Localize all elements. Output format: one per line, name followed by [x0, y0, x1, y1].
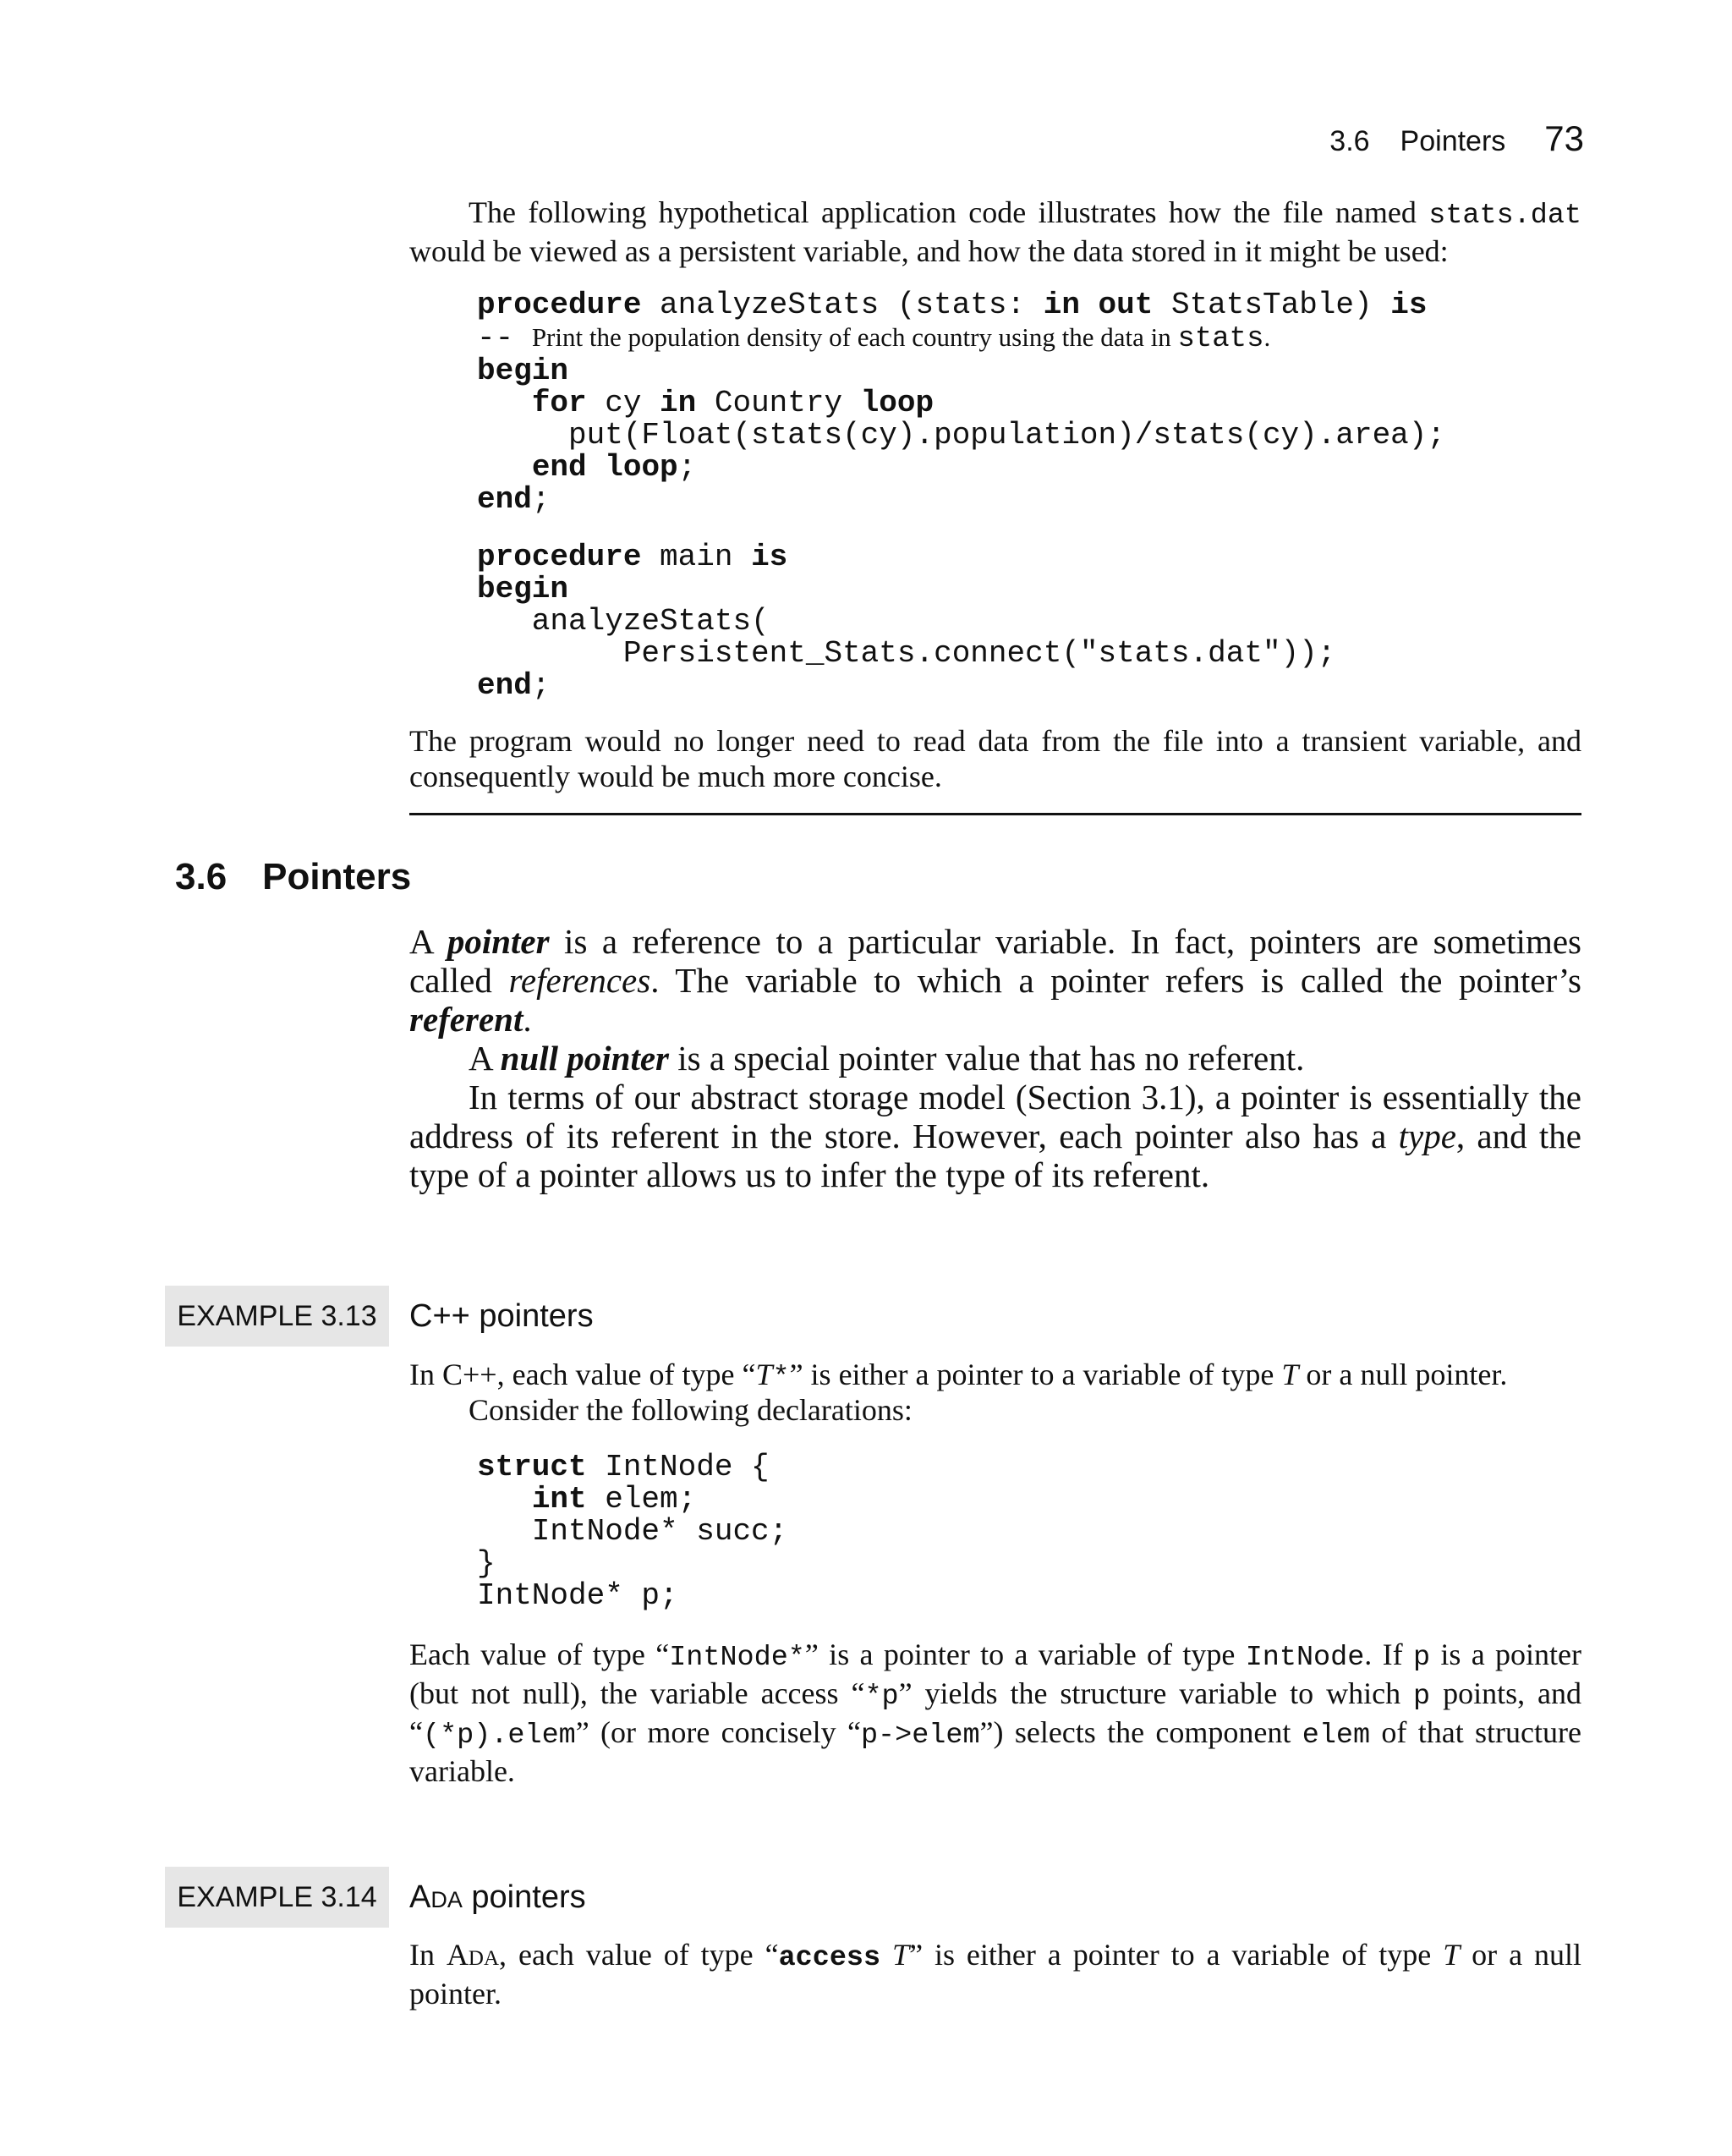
running-head-title: Pointers: [1400, 125, 1506, 157]
example13-paragraph-2: Consider the following declarations:: [469, 1393, 913, 1427]
section-title: Pointers: [262, 856, 412, 897]
code-block-main: procedure main is begin analyzeStats( Persistent_Stats.connect("stats.dat")); end;: [477, 540, 1336, 703]
intro-filename: stats.dat: [1428, 200, 1582, 232]
term-null-pointer: null pointer: [500, 1039, 669, 1078]
example-label-3-13: EXAMPLE 3.13: [165, 1286, 389, 1347]
section-paragraph-3: In terms of our abstract storage model (Section 3.1), a pointer is essentially the address of its referent in the store. However, each pointer also has a type, and the type of a pointer allows us to infer the type of its referent.: [409, 1078, 1581, 1194]
term-pointer: pointer: [447, 922, 550, 961]
example13-paragraph-3: Each value of type “IntNode*” is a pointer to a variable of type IntNode. If p is a pointer (but not null), the variable access “*p” yields the structure variable to which p points, and “(*p).elem” (or more concisely “p->elem”) selects the component elem of that structure variable.: [409, 1638, 1581, 1788]
code-block-intnode: struct IntNode { int elem; IntNode* succ; } IntNode* p;: [477, 1450, 788, 1613]
example-title-3-14: Ada pointers: [409, 1879, 586, 1915]
section-paragraph-2: A null pointer is a special pointer value that has no referent.: [469, 1039, 1305, 1078]
example14-paragraph-1: In Ada, each value of type “access T” is either a pointer to a variable of type T or a null pointer.: [409, 1938, 1581, 2011]
intro-text: The following hypothetical application code illustrates how the file named: [469, 195, 1417, 229]
example-label-3-14: EXAMPLE 3.14: [165, 1867, 389, 1928]
intro-text-2: would be viewed as a persistent variable, and how the data stored in it might be used:: [409, 234, 1449, 268]
code-comment: Print the population density of each country using the data in stats.: [531, 322, 1271, 355]
running-head: [1329, 118, 1584, 159]
section-heading: [175, 856, 411, 898]
code-block-analyze-stats: procedure analyzeStats (stats: in out StatsTable) is -- Print the population density of each country using the data in stats. begin for cy in Country loop put(Float(stats(cy).population)/stats(cy).area); end loop; end;: [477, 288, 1445, 517]
running-head-section: 3.6: [1329, 125, 1370, 157]
example13-paragraph-1: In C++, each value of type “T*” is either a pointer to a variable of type T or a null pointer.: [409, 1358, 1508, 1394]
section-paragraph-1: A pointer is a reference to a particular variable. In fact, pointers are sometimes called references. The variable to which a pointer refers is called the pointer’s referent.: [409, 922, 1581, 1039]
example-title-3-13: C++ pointers: [409, 1298, 594, 1334]
section-number: 3.6: [175, 856, 227, 897]
intro-paragraph: [409, 195, 1581, 269]
after-code-paragraph: The program would no longer need to read data from the file into a transient variable, and consequently would be much more concise.: [409, 724, 1581, 793]
term-referent: referent: [409, 1000, 523, 1039]
horizontal-rule: [409, 813, 1581, 815]
page-number: 73: [1544, 118, 1584, 158]
